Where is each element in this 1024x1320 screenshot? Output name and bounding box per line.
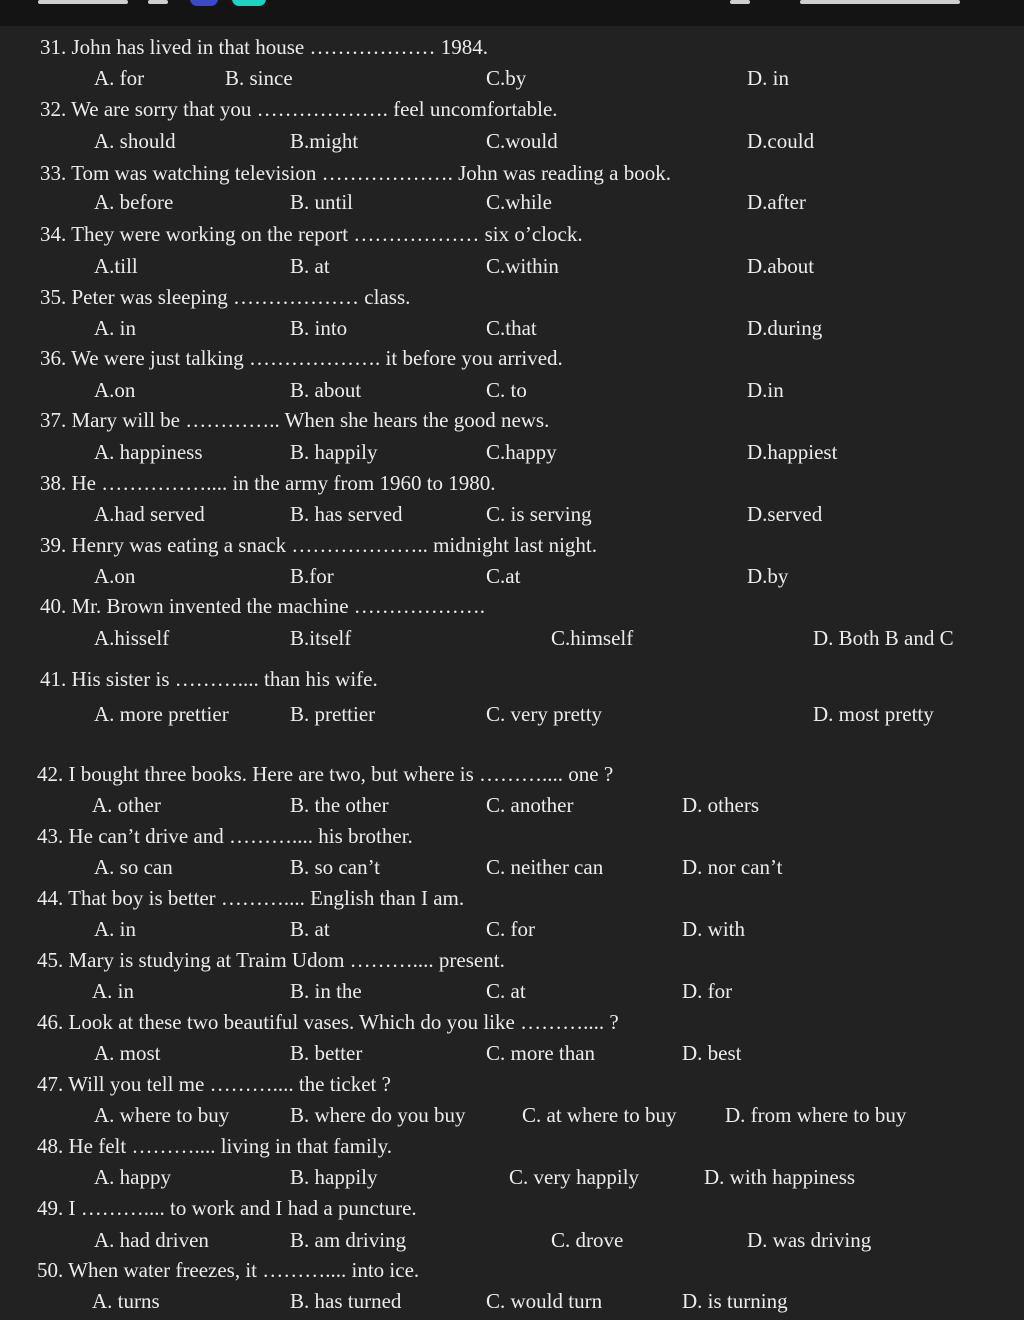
question-49 [37, 1196, 417, 1220]
option-d: D.during [747, 316, 823, 340]
question-stem: Mary is studying at Traim Udom ……….... present. [68, 948, 505, 972]
question-number: 38. [40, 471, 67, 495]
question-43 [37, 824, 413, 848]
question-number: 46. [37, 1010, 64, 1034]
option-d: D. Both B and C [813, 626, 954, 650]
notification-app-icon [190, 0, 218, 6]
option-a: A. for [94, 66, 145, 90]
option-c: C. would turn [486, 1289, 603, 1313]
option-d: D.served [747, 502, 823, 526]
option-b: B.for [290, 564, 334, 588]
question-number: 39. [40, 533, 67, 557]
question-stem: He felt ……….... living in that family. [68, 1134, 393, 1158]
option-a: A. more prettier [94, 702, 229, 726]
option-a: A.till [94, 254, 138, 278]
question-stem: His sister is ……….... than his wife. [71, 667, 378, 691]
option-d: D. with [682, 917, 745, 941]
option-b: B. so can’t [290, 855, 381, 879]
question-number: 32. [40, 97, 67, 121]
question-stem: Mary will be ………….. When she hears the good news. [71, 408, 550, 432]
option-c: C.would [486, 129, 558, 153]
option-c: C.by [486, 66, 527, 90]
option-b: B. since [225, 66, 293, 90]
question-31 [40, 35, 488, 59]
status-battery-fragment [800, 0, 960, 4]
option-d: D. in [747, 66, 789, 90]
option-d: D. others [682, 793, 759, 817]
question-stem: Peter was sleeping ……………… class. [71, 285, 411, 309]
option-c: C.at [486, 564, 521, 588]
option-a: A. happy [94, 1165, 171, 1189]
option-b: B. am driving [290, 1228, 407, 1252]
question-33 [40, 161, 671, 185]
question-35 [40, 285, 410, 309]
option-c: C. drove [551, 1228, 624, 1252]
option-b: B. in the [290, 979, 362, 1003]
option-a: A. most [94, 1041, 161, 1065]
question-stem: Henry was eating a snack ……………….. midnight last night. [71, 533, 598, 557]
question-number: 44. [37, 886, 64, 910]
option-a: A. before [94, 190, 174, 214]
question-stem: I bought three books. Here are two, but where is ……….... one ? [68, 762, 614, 786]
option-c: C. is serving [486, 502, 592, 526]
question-number: 33. [40, 161, 67, 185]
option-c: C.himself [551, 626, 634, 650]
option-d: D. from where to buy [725, 1103, 907, 1127]
question-number: 47. [37, 1072, 64, 1096]
option-d: D.about [747, 254, 815, 278]
option-d: D. was driving [747, 1228, 872, 1252]
question-38 [40, 471, 496, 495]
option-c: C. neither can [486, 855, 604, 879]
option-c: C. for [486, 917, 535, 941]
question-stem: Tom was watching television ………………. John was reading a book. [71, 161, 671, 185]
question-stem: He …………….... in the army from 1960 to 1980. [71, 471, 496, 495]
option-a: A.on [94, 564, 136, 588]
option-a: A. turns [92, 1289, 160, 1313]
option-a: A. happiness [94, 440, 203, 464]
question-stem: I ……….... to work and I had a puncture. [68, 1196, 417, 1220]
option-c: C.happy [486, 440, 557, 464]
option-d: D.by [747, 564, 789, 588]
option-b: B.itself [290, 626, 352, 650]
question-number: 41. [40, 667, 67, 691]
option-d: D. is turning [682, 1289, 788, 1313]
option-b: B.might [290, 129, 359, 153]
question-50 [37, 1258, 419, 1282]
option-a: A.had served [94, 502, 205, 526]
status-bar [0, 0, 1024, 26]
option-b: B. where do you buy [290, 1103, 466, 1127]
status-time-fragment [38, 0, 128, 4]
option-c: C.while [486, 190, 552, 214]
question-47 [37, 1072, 391, 1096]
option-c: C.that [486, 316, 537, 340]
question-36 [40, 346, 563, 370]
option-c: C. very happily [509, 1165, 640, 1189]
option-b: B. has turned [290, 1289, 402, 1313]
option-a: A. in [92, 979, 134, 1003]
status-dash-fragment [148, 0, 168, 4]
question-stem: Will you tell me ……….... the ticket ? [68, 1072, 391, 1096]
option-a: A. in [94, 316, 136, 340]
option-b: B. into [290, 316, 348, 340]
option-a: A. in [94, 917, 136, 941]
question-stem: He can’t drive and ……….... his brother. [68, 824, 413, 848]
option-d: D. for [682, 979, 733, 1003]
option-c: C. another [486, 793, 574, 817]
option-b: B. the other [290, 793, 389, 817]
option-b: B. prettier [290, 702, 376, 726]
option-d: D. with happiness [704, 1165, 856, 1189]
question-48 [37, 1134, 392, 1158]
option-b: B. about [290, 378, 362, 402]
question-number: 48. [37, 1134, 64, 1158]
option-b: B. better [290, 1041, 363, 1065]
question-number: 42. [37, 762, 64, 786]
option-d: D.happiest [747, 440, 838, 464]
option-b: B. has served [290, 502, 403, 526]
option-b: B. at [290, 254, 330, 278]
option-b: B. happily [290, 1165, 378, 1189]
question-41 [40, 667, 378, 691]
question-number: 40. [40, 594, 67, 618]
question-37 [40, 408, 549, 432]
option-d: D.in [747, 378, 784, 402]
option-a: A.on [94, 378, 136, 402]
option-a: A.hisself [94, 626, 170, 650]
option-d: D. nor can’t [682, 855, 783, 879]
option-d: D. most pretty [813, 702, 934, 726]
option-c: C. at where to buy [522, 1103, 677, 1127]
option-c: C. to [486, 378, 527, 402]
question-number: 35. [40, 285, 67, 309]
option-a: A. where to buy [94, 1103, 230, 1127]
question-32 [40, 97, 558, 121]
option-d: D. best [682, 1041, 742, 1065]
option-b: B. until [290, 190, 354, 214]
question-34 [40, 222, 583, 246]
question-stem: Mr. Brown invented the machine ………………. [71, 594, 486, 618]
question-stem: We were just talking ………………. it before you arrived. [71, 346, 563, 370]
option-a: A. should [94, 129, 176, 153]
option-a: A. so can [94, 855, 173, 879]
question-number: 37. [40, 408, 67, 432]
question-stem: When water freezes, it ……….... into ice. [68, 1258, 420, 1282]
option-d: D.could [747, 129, 815, 153]
question-stem: Look at these two beautiful vases. Which do you like ……….... ? [68, 1010, 619, 1034]
notification-app-icon [232, 0, 266, 6]
question-44 [37, 886, 464, 910]
question-number: 50. [37, 1258, 64, 1282]
option-c: C. at [486, 979, 526, 1003]
option-c: C. very pretty [486, 702, 603, 726]
question-40 [40, 594, 485, 618]
question-number: 36. [40, 346, 67, 370]
question-number: 31. [40, 35, 67, 59]
question-stem: That boy is better ……….... English than I am. [68, 886, 465, 910]
option-c: C.within [486, 254, 559, 278]
question-stem: John has lived in that house ……………… 1984. [71, 35, 488, 59]
question-number: 43. [37, 824, 64, 848]
option-b: B. at [290, 917, 330, 941]
option-b: B. happily [290, 440, 378, 464]
question-stem: They were working on the report ……………… six o’clock. [71, 222, 583, 246]
question-46 [37, 1010, 619, 1034]
option-a: A. other [92, 793, 161, 817]
question-number: 45. [37, 948, 64, 972]
status-signal-fragment [730, 0, 750, 4]
option-c: C. more than [486, 1041, 596, 1065]
question-39 [40, 533, 597, 557]
question-42 [37, 762, 613, 786]
question-stem: We are sorry that you ………………. feel uncomfortable. [71, 97, 558, 121]
option-d: D.after [747, 190, 806, 214]
question-45 [37, 948, 505, 972]
question-number: 49. [37, 1196, 64, 1220]
option-a: A. had driven [94, 1228, 209, 1252]
question-number: 34. [40, 222, 67, 246]
